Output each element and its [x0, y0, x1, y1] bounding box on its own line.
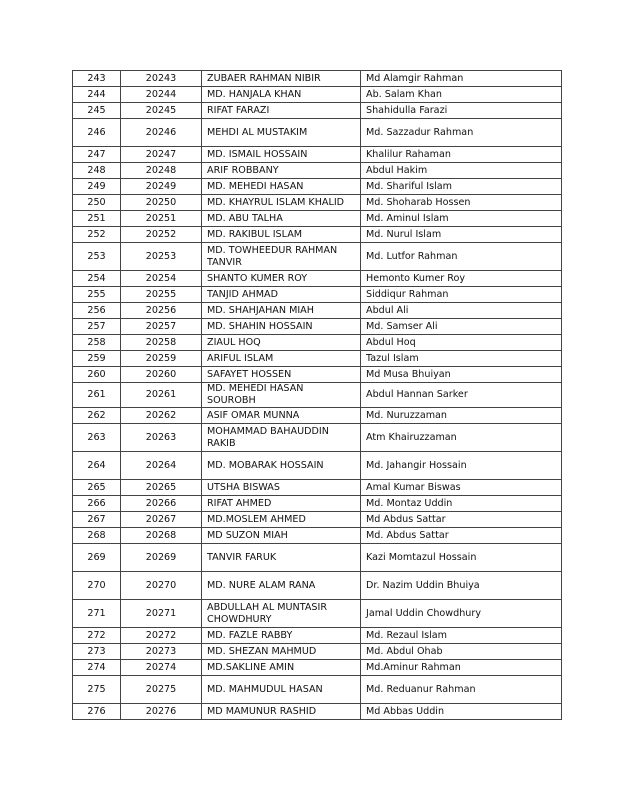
student-name-cell: MD. MAHMUDUL HASAN	[202, 676, 361, 704]
roll-cell: 20248	[121, 163, 202, 179]
student-name-cell: ARIFUL ISLAM	[202, 351, 361, 367]
student-name-cell: MD. MEHEDI HASAN	[202, 179, 361, 195]
table-row	[73, 496, 562, 512]
table-row	[73, 211, 562, 227]
serial-cell: 276	[73, 704, 121, 720]
roll-cell: 20253	[121, 243, 202, 271]
roll-cell: 20272	[121, 628, 202, 644]
serial-cell: 247	[73, 147, 121, 163]
student-name-cell: SAFAYET HOSSEN	[202, 367, 361, 383]
student-name-cell: MD. TOWHEEDUR RAHMAN TANVIR	[202, 243, 361, 271]
table-row	[73, 424, 562, 452]
serial-cell: 251	[73, 211, 121, 227]
roll-cell: 20276	[121, 704, 202, 720]
father-name-cell: Ab. Salam Khan	[361, 87, 562, 103]
table-row	[73, 71, 562, 87]
father-name-cell: Khalilur Rahaman	[361, 147, 562, 163]
father-name-cell: Md. Lutfor Rahman	[361, 243, 562, 271]
father-name-cell: Md. Nuruzzaman	[361, 408, 562, 424]
father-name-cell: Md. Reduanur Rahman	[361, 676, 562, 704]
table-row	[73, 512, 562, 528]
roll-cell: 20250	[121, 195, 202, 211]
roll-cell: 20260	[121, 367, 202, 383]
roll-cell: 20264	[121, 452, 202, 480]
father-name-cell: Md. Abdul Ohab	[361, 644, 562, 660]
student-name-cell: MD. MOBARAK HOSSAIN	[202, 452, 361, 480]
student-name-cell: RIFAT FARAZI	[202, 103, 361, 119]
serial-cell: 249	[73, 179, 121, 195]
father-name-cell: Md. Sazzadur Rahman	[361, 119, 562, 147]
serial-cell: 246	[73, 119, 121, 147]
student-table-body	[73, 71, 562, 720]
student-name-cell: MD. ISMAIL HOSSAIN	[202, 147, 361, 163]
father-name-cell: Md. Montaz Uddin	[361, 496, 562, 512]
student-name-cell: MD. ABU TALHA	[202, 211, 361, 227]
table-row	[73, 644, 562, 660]
table-row	[73, 367, 562, 383]
roll-cell: 20249	[121, 179, 202, 195]
table-row	[73, 319, 562, 335]
student-name-cell: MEHDI AL MUSTAKIM	[202, 119, 361, 147]
serial-cell: 267	[73, 512, 121, 528]
father-name-cell: Atm Khairuzzaman	[361, 424, 562, 452]
student-name-cell: MD. KHAYRUL ISLAM KHALID	[202, 195, 361, 211]
serial-cell: 270	[73, 572, 121, 600]
father-name-cell: Md Alamgir Rahman	[361, 71, 562, 87]
table-row	[73, 147, 562, 163]
student-name-cell: MD. FAZLE RABBY	[202, 628, 361, 644]
table-row	[73, 528, 562, 544]
father-name-cell: Md. Jahangir Hossain	[361, 452, 562, 480]
table-row	[73, 303, 562, 319]
father-name-cell: Md. Aminul Islam	[361, 211, 562, 227]
roll-cell: 20255	[121, 287, 202, 303]
roll-cell: 20265	[121, 480, 202, 496]
student-name-cell: UTSHA BISWAS	[202, 480, 361, 496]
student-name-cell: MD. SHEZAN MAHMUD	[202, 644, 361, 660]
roll-cell: 20263	[121, 424, 202, 452]
father-name-cell: Md. Abdus Sattar	[361, 528, 562, 544]
table-row	[73, 572, 562, 600]
father-name-cell: Tazul Islam	[361, 351, 562, 367]
table-row	[73, 195, 562, 211]
roll-cell: 20267	[121, 512, 202, 528]
serial-cell: 272	[73, 628, 121, 644]
father-name-cell: Md. Samser Ali	[361, 319, 562, 335]
student-name-cell: MD.SAKLINE AMIN	[202, 660, 361, 676]
serial-cell: 245	[73, 103, 121, 119]
table-row	[73, 660, 562, 676]
table-row	[73, 408, 562, 424]
roll-cell: 20259	[121, 351, 202, 367]
table-row	[73, 600, 562, 628]
roll-cell: 20244	[121, 87, 202, 103]
roll-cell: 20247	[121, 147, 202, 163]
roll-cell: 20273	[121, 644, 202, 660]
table-row	[73, 480, 562, 496]
student-name-cell: MD. SHAHJAHAN MIAH	[202, 303, 361, 319]
serial-cell: 269	[73, 544, 121, 572]
serial-cell: 253	[73, 243, 121, 271]
roll-cell: 20268	[121, 528, 202, 544]
father-name-cell: Dr. Nazim Uddin Bhuiya	[361, 572, 562, 600]
serial-cell: 262	[73, 408, 121, 424]
father-name-cell: Abdul Ali	[361, 303, 562, 319]
father-name-cell: Md. Shoharab Hossen	[361, 195, 562, 211]
student-name-cell: MD. RAKIBUL ISLAM	[202, 227, 361, 243]
table-row	[73, 119, 562, 147]
father-name-cell: Hemonto Kumer Roy	[361, 271, 562, 287]
serial-cell: 268	[73, 528, 121, 544]
table-row	[73, 383, 562, 408]
father-name-cell: Md Abbas Uddin	[361, 704, 562, 720]
serial-cell: 258	[73, 335, 121, 351]
father-name-cell: Md.Aminur Rahman	[361, 660, 562, 676]
document-page	[72, 70, 559, 720]
serial-cell: 266	[73, 496, 121, 512]
roll-cell: 20262	[121, 408, 202, 424]
roll-cell: 20266	[121, 496, 202, 512]
roll-cell: 20258	[121, 335, 202, 351]
roll-cell: 20256	[121, 303, 202, 319]
student-name-cell: MD.MOSLEM AHMED	[202, 512, 361, 528]
roll-cell: 20274	[121, 660, 202, 676]
serial-cell: 271	[73, 600, 121, 628]
father-name-cell: Md Abdus Sattar	[361, 512, 562, 528]
table-row	[73, 452, 562, 480]
roll-cell: 20257	[121, 319, 202, 335]
student-name-cell: ARIF ROBBANY	[202, 163, 361, 179]
table-row	[73, 676, 562, 704]
student-name-cell: TANVIR FARUK	[202, 544, 361, 572]
roll-cell: 20269	[121, 544, 202, 572]
serial-cell: 243	[73, 71, 121, 87]
student-name-cell: MD. HANJALA KHAN	[202, 87, 361, 103]
serial-cell: 264	[73, 452, 121, 480]
serial-cell: 259	[73, 351, 121, 367]
table-row	[73, 628, 562, 644]
table-row	[73, 351, 562, 367]
serial-cell: 275	[73, 676, 121, 704]
father-name-cell: Amal Kumar Biswas	[361, 480, 562, 496]
serial-cell: 256	[73, 303, 121, 319]
table-row	[73, 163, 562, 179]
table-row	[73, 227, 562, 243]
table-row	[73, 335, 562, 351]
father-name-cell: Siddiqur Rahman	[361, 287, 562, 303]
student-name-cell: ASIF OMAR MUNNA	[202, 408, 361, 424]
table-row	[73, 87, 562, 103]
student-name-cell: TANJID AHMAD	[202, 287, 361, 303]
serial-cell: 263	[73, 424, 121, 452]
father-name-cell: Jamal Uddin Chowdhury	[361, 600, 562, 628]
roll-cell: 20275	[121, 676, 202, 704]
father-name-cell: Abdul Hakim	[361, 163, 562, 179]
table-row	[73, 287, 562, 303]
roll-cell: 20245	[121, 103, 202, 119]
student-name-cell: ZIAUL HOQ	[202, 335, 361, 351]
roll-cell: 20271	[121, 600, 202, 628]
student-name-cell: MD SUZON MIAH	[202, 528, 361, 544]
serial-cell: 260	[73, 367, 121, 383]
father-name-cell: Kazi Momtazul Hossain	[361, 544, 562, 572]
serial-cell: 248	[73, 163, 121, 179]
student-name-cell: MD. MEHEDI HASAN SOUROBH	[202, 383, 361, 408]
student-name-cell: MD MAMUNUR RASHID	[202, 704, 361, 720]
table-row	[73, 544, 562, 572]
table-row	[73, 704, 562, 720]
father-name-cell: Abdul Hoq	[361, 335, 562, 351]
father-name-cell: Md. Nurul Islam	[361, 227, 562, 243]
table-row	[73, 271, 562, 287]
student-table	[72, 70, 562, 720]
serial-cell: 244	[73, 87, 121, 103]
roll-cell: 20254	[121, 271, 202, 287]
serial-cell: 273	[73, 644, 121, 660]
serial-cell: 255	[73, 287, 121, 303]
student-name-cell: ABDULLAH AL MUNTASIR CHOWDHURY	[202, 600, 361, 628]
student-name-cell: SHANTO KUMER ROY	[202, 271, 361, 287]
student-name-cell: ZUBAER RAHMAN NIBIR	[202, 71, 361, 87]
roll-cell: 20246	[121, 119, 202, 147]
student-name-cell: MD. SHAHIN HOSSAIN	[202, 319, 361, 335]
father-name-cell: Shahidulla Farazi	[361, 103, 562, 119]
father-name-cell: Md. Rezaul Islam	[361, 628, 562, 644]
serial-cell: 252	[73, 227, 121, 243]
roll-cell: 20261	[121, 383, 202, 408]
table-row	[73, 103, 562, 119]
table-row	[73, 179, 562, 195]
serial-cell: 261	[73, 383, 121, 408]
roll-cell: 20243	[121, 71, 202, 87]
serial-cell: 274	[73, 660, 121, 676]
serial-cell: 265	[73, 480, 121, 496]
student-name-cell: RIFAT AHMED	[202, 496, 361, 512]
father-name-cell: Abdul Hannan Sarker	[361, 383, 562, 408]
roll-cell: 20270	[121, 572, 202, 600]
student-name-cell: MOHAMMAD BAHAUDDIN RAKIB	[202, 424, 361, 452]
father-name-cell: Md. Shariful Islam	[361, 179, 562, 195]
serial-cell: 254	[73, 271, 121, 287]
roll-cell: 20252	[121, 227, 202, 243]
table-row	[73, 243, 562, 271]
serial-cell: 257	[73, 319, 121, 335]
roll-cell: 20251	[121, 211, 202, 227]
serial-cell: 250	[73, 195, 121, 211]
father-name-cell: Md Musa Bhuiyan	[361, 367, 562, 383]
student-name-cell: MD. NURE ALAM RANA	[202, 572, 361, 600]
